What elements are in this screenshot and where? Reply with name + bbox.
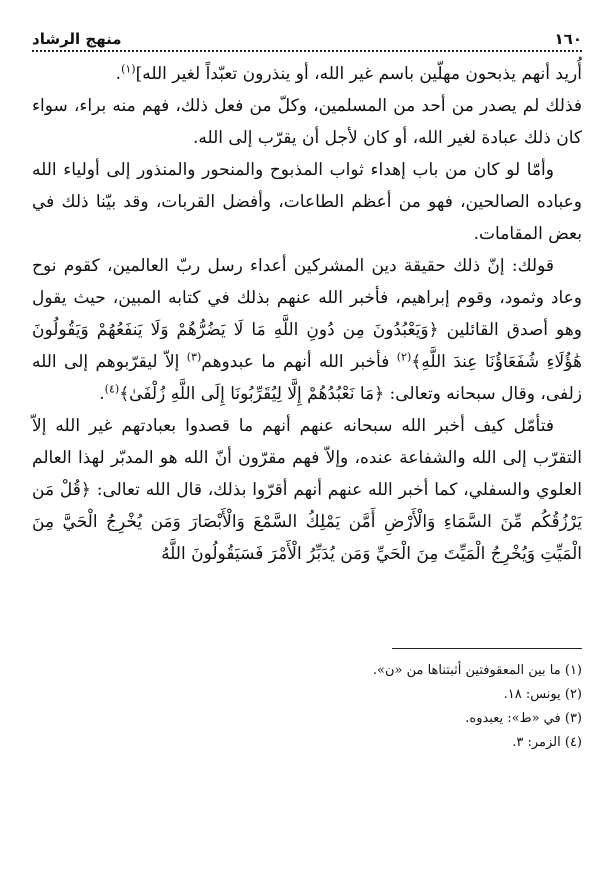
paragraph-5-text: فتأمّل كيف أخبر الله سبحانه عنهم أنهم ما قصدوا بعبادتهم غير الله إلاّ التقرّب إلى الله والشفاعة عنده، وإلاّ فهم مقرّون أنّ الله هو المدبّر لهذا العالم العلوي والسفلي، كما أخبر الله عنهم أنهم أقرّوا بذلك، قال الله تعالى: ﴿قُلْ مَن يَرْزُقُكُم مِّنَ السَّمَاءِ وَالْأَرْضِ أَمَّن يَمْلِكُ السَّمْعَ وَالْأَبْصَارَ وَمَن يُخْرِجُ الْحَيَّ مِنَ الْمَيِّتِ وَيُخْرِجُ الْمَيِّتَ مِنَ الْحَيِّ وَمَن يُدَبِّرُ الْأَمْرَ فَسَيَقُولُونَ اللَّهُ: [32, 416, 582, 564]
paragraph-3: [32, 154, 582, 250]
paragraph-3-text: وأمّا لو كان من باب إهداء ثواب المذبوح والمنحور والمنذور إلى أولياء الله وعباده الصالحين، فهو من أعظم الطاعات، وأفضل القربات، وقد بيّنا ذلك في بعض المقامات.: [32, 160, 582, 244]
book-title: منهج الرشاد: [32, 30, 122, 48]
running-header: [32, 30, 582, 52]
footnotes: [32, 659, 582, 755]
paragraph-4-tail: فأخبر الله أنهم ما عبدوهم: [201, 352, 397, 372]
paragraph-1-tail: .: [115, 64, 122, 84]
footnote-ref-4: (٤): [104, 382, 120, 396]
footnote-ref-2: (٢): [396, 350, 412, 364]
footnote: (٣) في «ط»: يعبدوه.: [465, 711, 582, 726]
footnote-separator: [392, 648, 582, 649]
paragraph-1: [32, 58, 582, 90]
paragraph-5: [32, 410, 582, 570]
footnote: (١) ما بين المعقوفتين أثبتناها من «ن».: [372, 663, 582, 678]
paragraph-1-text: أُريد أنهم يذبحون مهلّين باسم غير الله، أو ينذرون تعبّداً لغير الله]: [135, 64, 582, 84]
main-text: [32, 58, 582, 570]
paragraph-2-text: فذلك لم يصدر من أحد من المسلمين، وكلّ من فعل ذلك، فهم منه براء، سواء كان ذلك عبادة لغير الله، أو كان لأجل أن يقرّب إلى الله.: [32, 96, 582, 148]
paragraph-4-tail-2: إلاّ ليقرّبوهم إلى الله زلفى، وقال سبحانه وتعالى: ﴿مَا نَعْبُدُهُمْ إِلَّا لِيُقَرِّبُونَا إِلَى اللَّهِ زُلْفَىٰ﴾: [32, 352, 582, 404]
footnote-ref-3: (٣): [186, 350, 202, 364]
footnote-ref-1: (١): [121, 62, 136, 76]
paragraph-2: [32, 90, 582, 154]
page-number: ١٦٠: [554, 30, 582, 48]
paragraph-4: [32, 250, 582, 410]
footnote: (٤) الزمر: ٣.: [512, 735, 582, 750]
footnote: (٢) يونس: ١٨.: [503, 687, 582, 702]
paragraph-4-tail-3: .: [99, 384, 105, 404]
paragraph-4-text: قولك: إنّ ذلك حقيقة دين المشركين أعداء رسل ربّ العالمين، كقوم نوح وعاد وثمود، وقوم إبراهيم، فأخبر الله عنهم بذلك في كتابه المبين، حيث يقول وهو أصدق القائلين ﴿وَيَعْبُدُونَ مِن دُونِ اللَّهِ مَا لَا يَضُرُّهُمْ وَلَا يَنفَعُهُمْ وَيَقُولُونَ هَٰؤُلَاءِ شُفَعَاؤُنَا عِندَ اللَّهِ﴾: [32, 256, 582, 372]
